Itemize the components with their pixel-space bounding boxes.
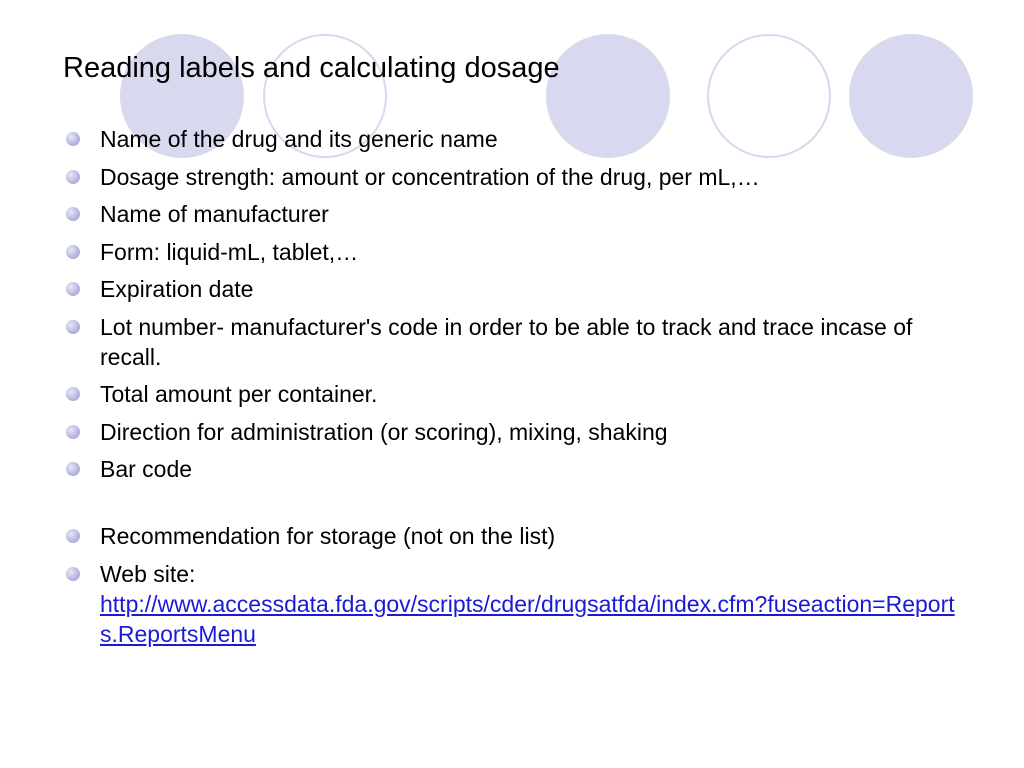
bullet-icon (66, 320, 80, 334)
bullet-text: Form: liquid-mL, tablet,… (100, 238, 359, 265)
bullet-icon (66, 245, 80, 259)
slide-title: Reading labels and calculating dosage (63, 52, 560, 84)
bullet-icon (66, 387, 80, 401)
bullet-item (66, 521, 966, 551)
bullet-list (66, 124, 966, 656)
bullet-item (66, 417, 966, 447)
bullet-text: Total amount per container. (100, 381, 378, 407)
bullet-icon (66, 132, 80, 146)
bullet-item (66, 124, 966, 154)
bullet-icon (66, 282, 80, 296)
bullet-icon (66, 567, 80, 581)
bullet-text: Name of manufacturer (100, 201, 329, 227)
bullet-item (66, 379, 966, 409)
bullet-item (66, 312, 966, 372)
bullet-item (66, 237, 966, 267)
bullet-item (66, 162, 966, 192)
website-label: Web site: (100, 560, 196, 587)
website-link[interactable]: http://www.accessdata.fda.gov/scripts/cder/drugsatfda/index.cfm?fuseaction=Reports.ReportsMenu (100, 590, 955, 647)
bullet-item (66, 199, 966, 229)
bullet-icon (66, 462, 80, 476)
bullet-icon (66, 207, 80, 221)
bullet-text: Bar code (100, 456, 193, 482)
bullet-text: Expiration date (100, 276, 254, 302)
bullet-icon (66, 529, 80, 543)
bullet-text: Dosage strength: amount or concentration of the drug, per mL,… (100, 163, 760, 190)
bullet-item-website (66, 559, 966, 649)
bullet-item (66, 274, 966, 304)
bullet-item (66, 454, 966, 484)
bullet-text: Direction for administration (or scoring), mixing, shaking (100, 418, 668, 445)
bullet-icon (66, 170, 80, 184)
bullet-icon (66, 425, 80, 439)
bullet-text: Recommendation for storage (not on the list) (100, 523, 556, 549)
bullet-text: Name of the drug and its generic name (100, 126, 498, 152)
bullet-text: Lot number- manufacturer's code in order to be able to track and trace incase of recall. (100, 313, 913, 370)
